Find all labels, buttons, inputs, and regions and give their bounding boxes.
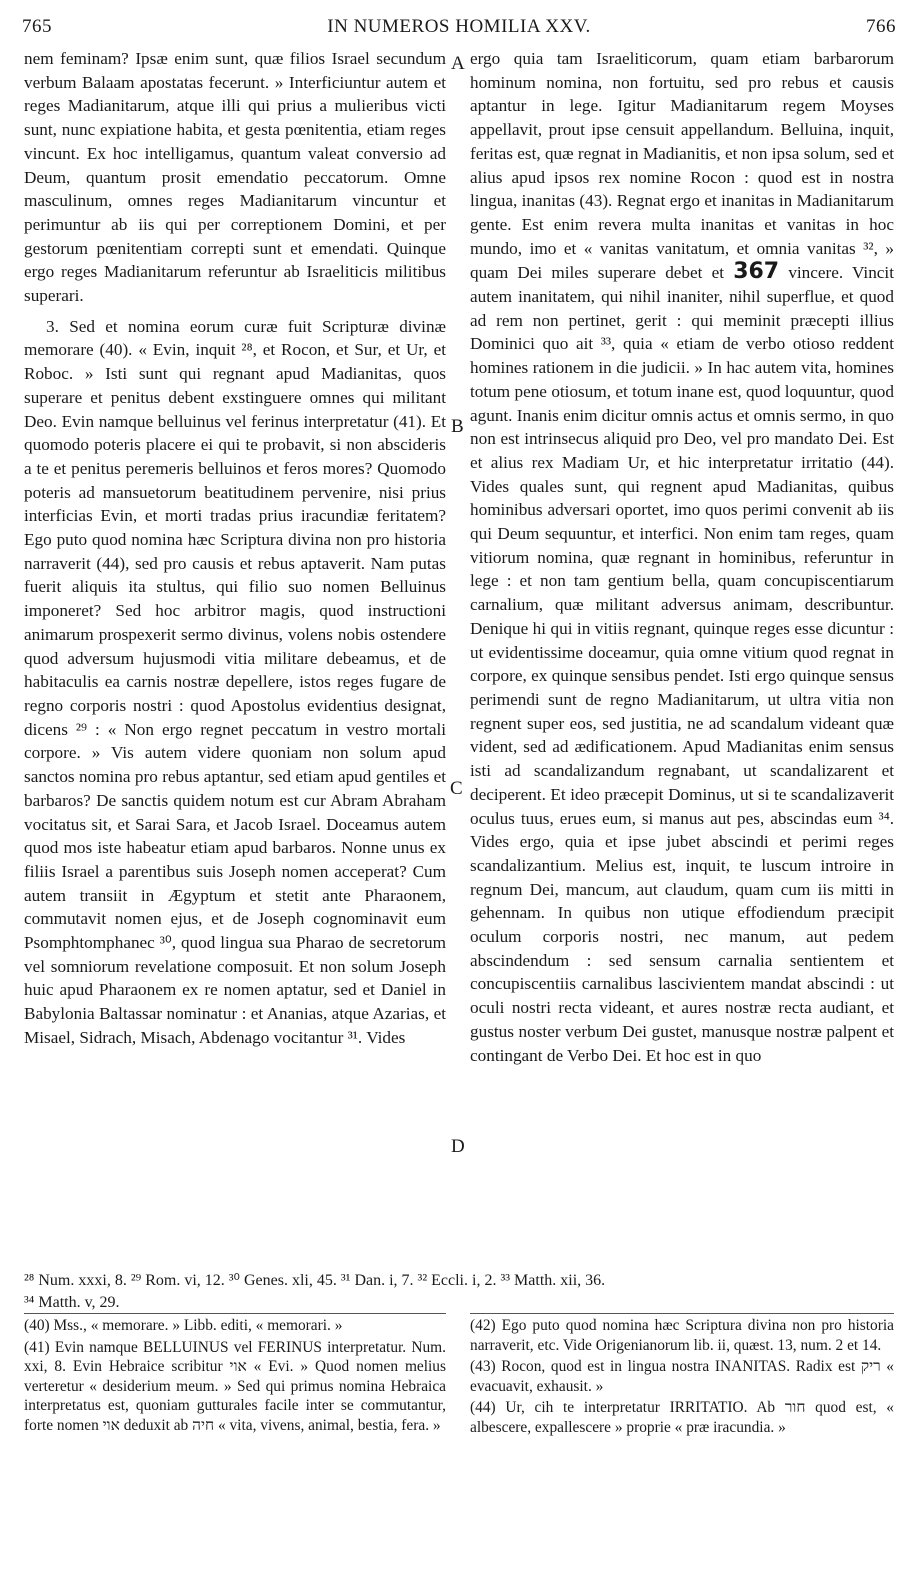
left-paragraph-2: 3. Sed et nomina eorum curæ fuit Scripturæ divinæ memorare (40). « Evin, inquit ²⁸, et Rocon, et Sur, et Ur, et Roboc. » Isti sunt qui regnant apud Madianitas, quos superare et penitus debent exstinguere omnes qui militant Deo. Evin namque belluinus vel ferinus interpretatur (41). Et quomodo poteris placere ei qui te probavit, si non abscideris a te et penitus peremeris belluinos et feros mores? Quomodo poteris ad mansuetorum beatitudinem pervenire, nisi prius interficias Evin, et morti tradas prius iracundiæ feritatem? Ego puto quod nomina hæc Scriptura divina non pro historia narraverit (44), sed pro causis et rebus aptaverit. Nam putas fuerit aliquis ita stultus, qui filio suo nomen Belluinus imponeret? Sed hoc arbitror magis, quod instructioni animarum prospexerit sermo divinus, volens nobis ostendere quod adversum hujusmodi vitia militare debeamus, et de habitaculis ea carnis nostræ depellere, istos reges fugare de regno corporis nostri : quod Apostolus evidentius designat, dicens ²⁹ : « Non ergo regnet peccatum in vestro mortali corpore. » Vis autem videre quoniam non solum apud sanctos nomina pro rebus aptantur, sed etiam apud gentiles et barbaros? De sanctis quidem notum est cur Abram Abraham vocitatus sit, et Sarai Sara, et Jacob Israel. Doceamus autem quod mos iste habeatur etiam apud barbaros. Nonne unus ex filiis Israel a parentibus suis Joseph nomen acceperat? Cum autem transiit in Ægyptum et stetit ante Pharaonem, commutavit nomen ejus, et de Joseph cognominavit eum Psomphtomphanec ³⁰, quod lingua sua Pharao de secretorum vel somniorum revelatione composuit. Et non solum Joseph huic apud Pharaonem ex re nomen aptatur, sed et Daniel in Babylonia Baltassar nominatur : et Ananias, atque Azarias, et Misael, Sidrach, Misach, Abdenago vocitantur ³¹. Vides: [24, 316, 446, 1047]
right-paragraph-1: [470, 47, 894, 1067]
footnote-44: (44) Ur, cih te interpretatur IRRITATIO. Ab חור quod est, « albescere, expallescere » proprie « præ iracundia. »: [470, 1399, 894, 1436]
footnotes-left: [24, 1316, 446, 1437]
scripture-references: [24, 1270, 894, 1314]
left-column: [24, 47, 446, 1057]
right-paragraph-1a: ergo quia tam Israeliticorum, quam etiam barbarorum hominum nomina, non fortuitu, sed pro rebus et causis aptantur in lege. Igitur Madianitarum regem Moyses appellavit, prout ipse censuit appellandum. Belluina, inquit, feritas est, quæ regnat in Madianitis, et non ipsa solum, sed et alius apud ipsos rex nomine Rocon : quod est in nostra lingua, inanitas (43). Regnat ergo et inanitas in Madianitarum gente. Est enim revera multa inanitas et vanitas in hoc mundo, imo et « vanitas vanitatum, et omnia vanitas ³², » quam Dei miles superare debet et: [470, 49, 894, 283]
footnote-40: (40) Mss., « memorare. » Libb. editi, « memorari. »: [24, 1317, 343, 1334]
margin-letter-a: A: [451, 53, 465, 74]
left-paragraph-1: nem feminam? Ipsæ enim sunt, quæ filios Israel secundum verbum Balaam apostatas fecerunt. » Interficiuntur autem et reges Madianitarum, atque illi qui prius a mulieribus victi sunt, nunc expiatione habita, et gesta pœnitentia, etiam reges vincunt. Ex hoc intelligamus, quantum valeat conversio ad Deum, quantum prosit emendatio peccatorum. Omne masculinum, omnes reges Madianitarum vincuntur et perimuntur ab iis qui per correptionem Domini, et per gestorum pœnitentiam correpti sunt et emendati. Quinque ergo reges Madianitarum referuntur ab Israeliticis militibus superari.: [24, 49, 446, 306]
edition-number: 367: [733, 259, 780, 285]
right-page-number: 766: [866, 16, 896, 37]
margin-letter-c: C: [450, 778, 463, 799]
footnote-rule-left: [24, 1313, 446, 1314]
page-header: [22, 16, 896, 40]
footnote-rule-right: [470, 1313, 894, 1314]
margin-letter-d: D: [451, 1136, 465, 1157]
footnote-43: (43) Rocon, quod est in lingua nostra INANITAS. Radix est ריק « evacuavit, exhausit. »: [470, 1358, 894, 1395]
left-page-number: 765: [22, 16, 52, 37]
scripture-line-1: ²⁸ Num. xxxi, 8. ²⁹ Rom. vi, 12. ³⁰ Genes. xli, 45. ³¹ Dan. i, 7. ³² Eccli. i, 2. ³³ Matth. xii, 36.: [24, 1272, 606, 1289]
margin-letter-b: B: [451, 416, 464, 437]
footnote-41: (41) Evin namque BELLUINUS vel FERINUS interpretatur. Num. xxi, 8. Evin Hebraice scribitur אוי « Evi. » Quod nomen melius verteretur « desiderium meum. » Sed qui primus nomina Hebraica interpretatus est, quoniam gutturales facile inter se commutantur, forte nomen אוי deduxit ab חיה « vita, vivens, animal, bestia, fera. »: [24, 1338, 446, 1434]
running-title: IN NUMEROS HOMILIA XXV.: [327, 16, 591, 37]
footnotes-right: [470, 1316, 894, 1439]
right-paragraph-1b: vincere. Vincit autem inanitatem, qui nihil inaniter, nihil superflue, et quod ad rem non pertinet, gerit : qui meminit præcepti illius Dominici quo ait ³³, quia « etiam de verbo otioso reddent homines rationem in die judicii. » In hac autem vita, homines totum pene otiosum, et totum inane est, quod loquuntur, quod agunt. Inanis enim dicitur omnis actus et omnis sermo, in quo non est intrinsecus aliquid pro Deo, vel pro mandato Dei. Est et alius rex Madiam Ur, et hic interpretatur irritatio (44). Vides quales sunt, qui regnent apud Madianitas, quibus hominibus adversari oportet, imo quos perimi convenit ab iis qui Deum sequuntur, et interfici. Non enim tam reges, quam vitiorum nomina, quæ regnant in hominibus, referuntur in lege : et non tam gentium bella, quam concupiscentiarum carnalium, quæ militant adversus animam, describuntur. Denique hi qui in vitiis regnant, quinque reges esse dicuntur : ut evidentissime doceamur, quia omne vitium quod regnat in corpore, ex quinque sensibus pendet. Isti ergo quinque sensus perimendi sunt de regno Madianitarum, ut ultra vitia non regnent super eos, sed justitia, ne ad scandalum videant quæ vident, sed ad ædificationem. Apud Madianitas enim sensus isti ad scandalizandum regnabant, ut scandalizarent et deciperent. Et ideo præcepit Dominus, ut si te scandalizaverit oculus tuus, erues eum, si manus aut pes, abscindas eum ³⁴. Vides ergo, quia et ipse jubet abscindi et perimi reges scandalizantium. Melius est, inquit, te luscum introire in regnum Dei, mancum, aut claudum, quam cum iis mitti in gehennam. In quibus non utique effodiendum præcipit oculum corporis nostri, nec manum, aut pedem abscindendum : sed sensum carnalia sentientem et concupiscentiis carnalibus lascivientem mandat abscindi : ut oculi nostri recta videant, et aures nostræ recta audiant, et gustus noster verbum Dei gustet, manusque nostræ palpent et contingant de Verbo Dei. Et hoc est in quo: [470, 263, 894, 1065]
right-column: [470, 47, 894, 1074]
scripture-line-2: ³⁴ Matth. v, 29.: [24, 1294, 120, 1311]
footnote-42: (42) Ego puto quod nomina hæc Scriptura divina non pro historia narraverit, etc. Vide Origenianorum lib. ii, quæst. 13, num. 2 et 14.: [470, 1317, 894, 1354]
